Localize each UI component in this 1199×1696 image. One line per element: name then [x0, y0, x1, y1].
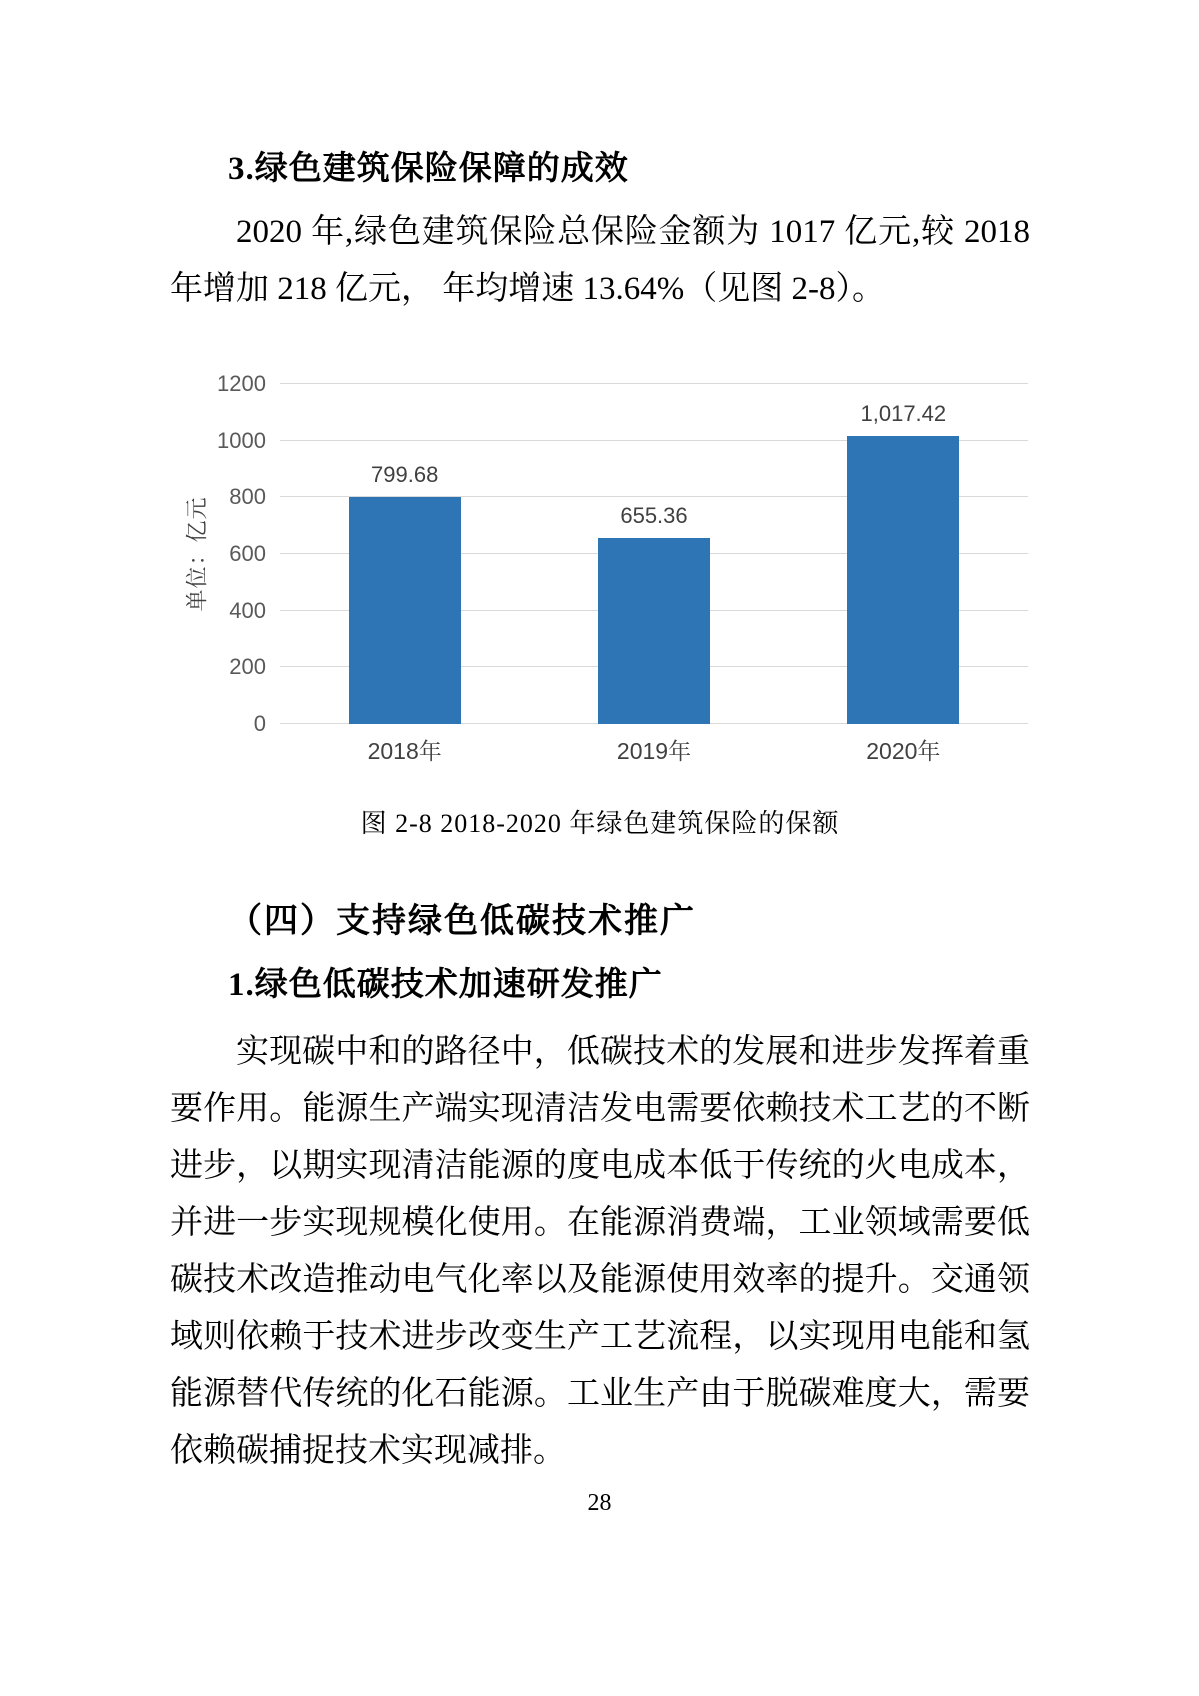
y-tick-label: 200 [229, 654, 266, 680]
page-number: 28 [587, 1490, 612, 1516]
section3-heading: 3.绿色建筑保险保障的成效 [228, 151, 629, 187]
figure-caption: 图 2-8 2018-2020 年绿色建筑保险的保额 [360, 809, 840, 838]
section4-heading: （四）支持绿色低碳技术推广 [228, 903, 696, 940]
bar-2018年 [349, 497, 461, 724]
y-tick-label: 600 [229, 541, 266, 566]
section4-paragraph [170, 1024, 1030, 1480]
gridline [280, 383, 1028, 384]
paragraph-line: 依赖碳捕捉技术实现减排。 [170, 1433, 566, 1469]
section4-subheading: 1.绿色低碳技术加速研发推广 [228, 967, 663, 1003]
paragraph-line: 2020 年,绿色建筑保险总保险金额为 1017 亿元,较 2018 [236, 214, 1030, 250]
paragraph-line: 能源替代传统的化石能源。工业生产由于脱碳难度大，需要 [170, 1376, 1030, 1412]
bar-2020年 [847, 436, 959, 724]
x-tick-label: 2019年 [616, 738, 692, 764]
paragraph-line: 域则依赖于技术进步改变生产工艺流程，以实现用电能和氢 [170, 1319, 1030, 1355]
y-tick-label: 800 [229, 484, 266, 510]
paragraph-line: 实现碳中和的路径中，低碳技术的发展和进步发挥着重 [236, 1034, 1030, 1070]
y-tick-label: 1000 [217, 427, 266, 453]
paragraph-line: 进步，以期实现清洁能源的度电成本低于传统的火电成本， [170, 1148, 1030, 1184]
bar-value-label: 655.36 [620, 503, 688, 529]
bar-value-label: 1,017.42 [860, 400, 947, 426]
section3-paragraph [170, 204, 1030, 318]
x-tick-label: 2020年 [866, 738, 941, 764]
y-tick-label: 400 [229, 597, 266, 623]
bar-2019年 [598, 538, 710, 724]
paragraph-line: 年增加 218 亿元， 年均增速 13.64%（见图 2-8）。 [170, 271, 885, 307]
paragraph-line: 碳技术改造推动电气化率以及能源使用效率的提升。交通领 [170, 1262, 1030, 1298]
y-axis-title: 单位：亿元 [184, 496, 210, 612]
x-tick-label: 2018年 [367, 738, 442, 764]
bar-value-label: 799.68 [371, 462, 439, 488]
paragraph-line: 并进一步实现规模化使用。在能源消费端，工业领域需要低 [170, 1205, 1030, 1241]
chart-plot-area [217, 371, 1028, 764]
y-tick-label: 0 [253, 711, 266, 736]
paragraph-line: 要作用。能源生产端实现清洁发电需要依赖技术工艺的不断 [170, 1091, 1030, 1127]
y-tick-label: 1200 [217, 371, 266, 396]
bar-chart [170, 344, 1030, 769]
